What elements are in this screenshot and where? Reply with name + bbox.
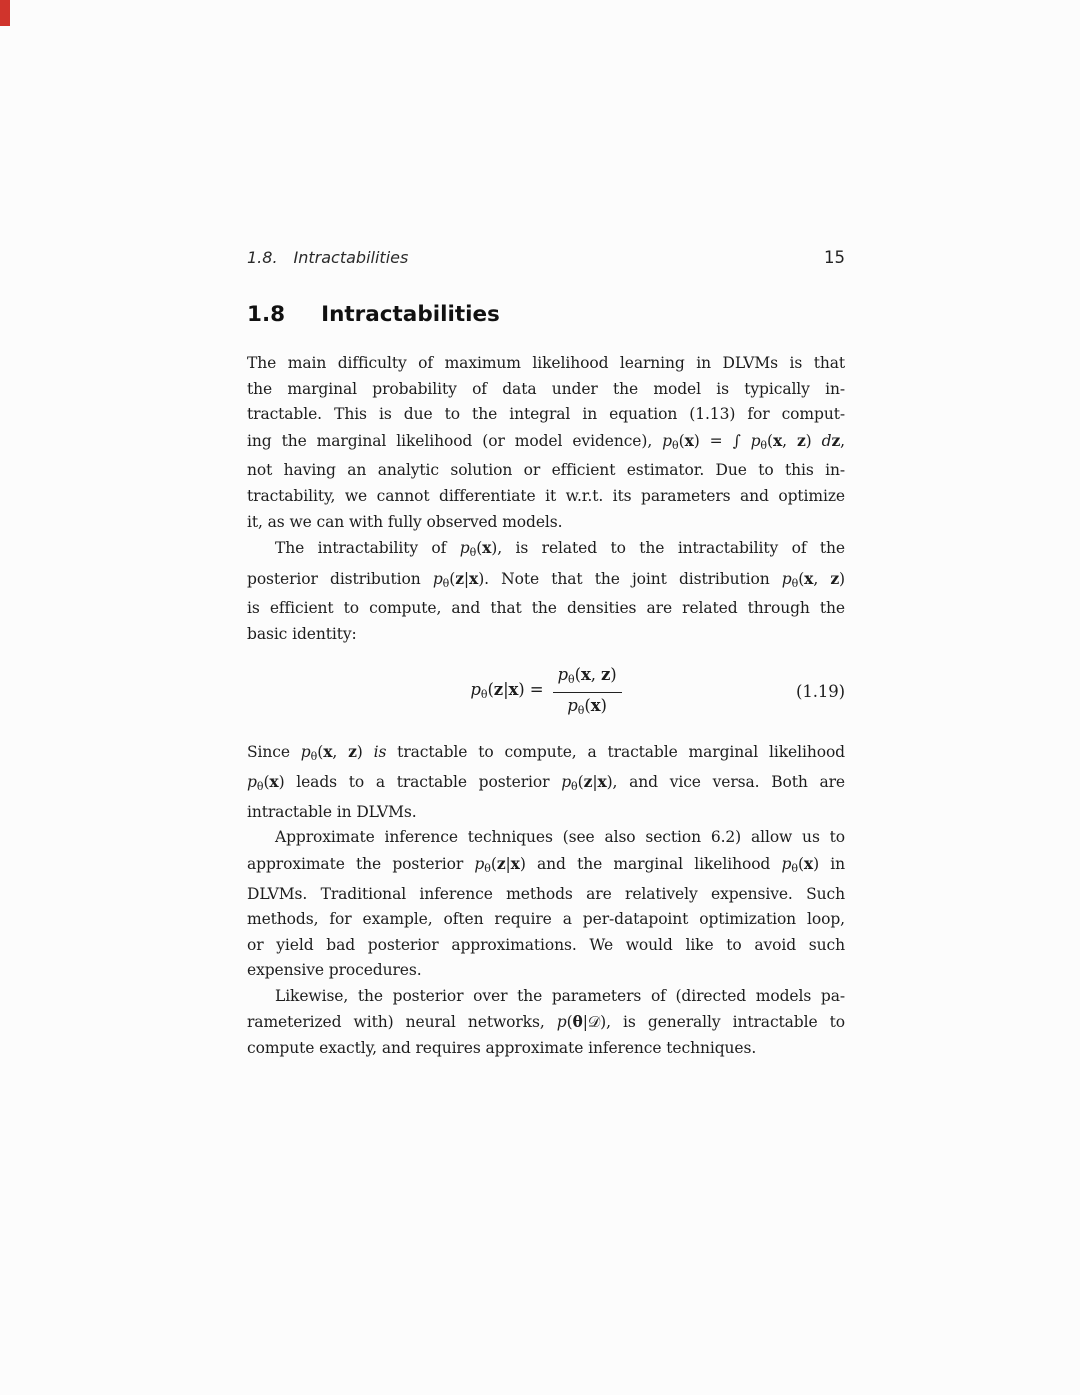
- text-line: is efficient to compute, and that the densities are related through the: [247, 599, 845, 618]
- paragraph: [247, 825, 845, 984]
- text-line: basic identity:: [247, 624, 357, 643]
- running-header-section-number: 1.8.: [247, 248, 278, 267]
- text-line: $p_\theta(x)$ leads to a tractable posterior $p_\theta(z|x)$, and vice versa. Both are: [247, 772, 845, 794]
- text-line: rameterized with) neural networks, p(θ|𝒟), is generally intractable to: [247, 1012, 846, 1032]
- section-heading: [247, 302, 845, 327]
- text-line: DLVMs. Traditional inference methods are relatively expensive. Such: [247, 884, 845, 903]
- text-line: Since $p_\theta(x$, z) is tractable to compute, a tractable marginal likelihood: [247, 741, 845, 763]
- section-heading-number: 1.8: [247, 302, 286, 327]
- text-line: tractable. This is due to the integral in equation (1.13) for comput-: [247, 405, 845, 424]
- text-line: compute exactly, and requires approximate inference techniques.: [247, 1039, 757, 1058]
- paragraph: [247, 984, 845, 1062]
- equation-row: [247, 663, 845, 722]
- running-header-title: Intractabilities: [293, 248, 409, 267]
- text-line: Likewise, the posterior over the parameters of (directed models pa-: [275, 986, 845, 1005]
- text-line: The intractability of $p_\theta(x)$, is related to the intractability of the: [275, 538, 845, 560]
- text-line: Approximate inference techniques (see also section 6.2) allow us to: [275, 828, 845, 847]
- page-content: [247, 248, 845, 1062]
- text-line: methods, for example, often require a per-datapoint optimization loop,: [247, 910, 845, 929]
- page-body: [247, 351, 845, 1062]
- text-line: not having an analytic solution or efficient estimator. Due to this in-: [247, 461, 845, 480]
- running-header: [247, 248, 845, 270]
- paragraph: [247, 739, 845, 826]
- text-line: or yield bad posterior approximations. We would like to avoid such: [247, 935, 845, 954]
- paragraph: [247, 351, 845, 535]
- equation-fraction: [553, 663, 622, 722]
- equation-denominator: $p_\theta(x)$: [567, 695, 607, 717]
- scan-artifact-mark: [0, 0, 10, 26]
- equation-lhs: $p_\theta(z|x)$ =: [470, 679, 544, 701]
- paragraph: [247, 535, 845, 647]
- equation-numerator: $p_\theta(x$, z): [553, 663, 622, 693]
- equation-tag: (1.19): [795, 682, 845, 702]
- text-line: the marginal probability of data under the model is typically in-: [247, 379, 845, 398]
- text-line: approximate the posterior $p_\theta(z|x)$ and the marginal likelihood $p_\theta(x)$ in: [247, 853, 845, 875]
- equation: [470, 663, 621, 722]
- section-heading-title: Intractabilities: [321, 302, 500, 327]
- text-line: it, as we can with fully observed models.: [247, 512, 563, 531]
- page-number: 15: [824, 248, 845, 267]
- text-line: posterior distribution $p_\theta(z|x)$. Note that the joint distribution $p_\theta(x$, z): [247, 568, 845, 590]
- text-line: tractability, we cannot differentiate it w.r.t. its parameters and optimize: [247, 486, 845, 505]
- text-line: ing the marginal likelihood (or model evidence), $p_\theta(x)$ = ∫ $p_\theta(x$, z) dz,: [247, 430, 845, 452]
- text-line: expensive procedures.: [247, 961, 422, 980]
- text-line: intractable in DLVMs.: [247, 802, 417, 821]
- text-line: The main difficulty of maximum likelihood learning in DLVMs is that: [247, 354, 845, 372]
